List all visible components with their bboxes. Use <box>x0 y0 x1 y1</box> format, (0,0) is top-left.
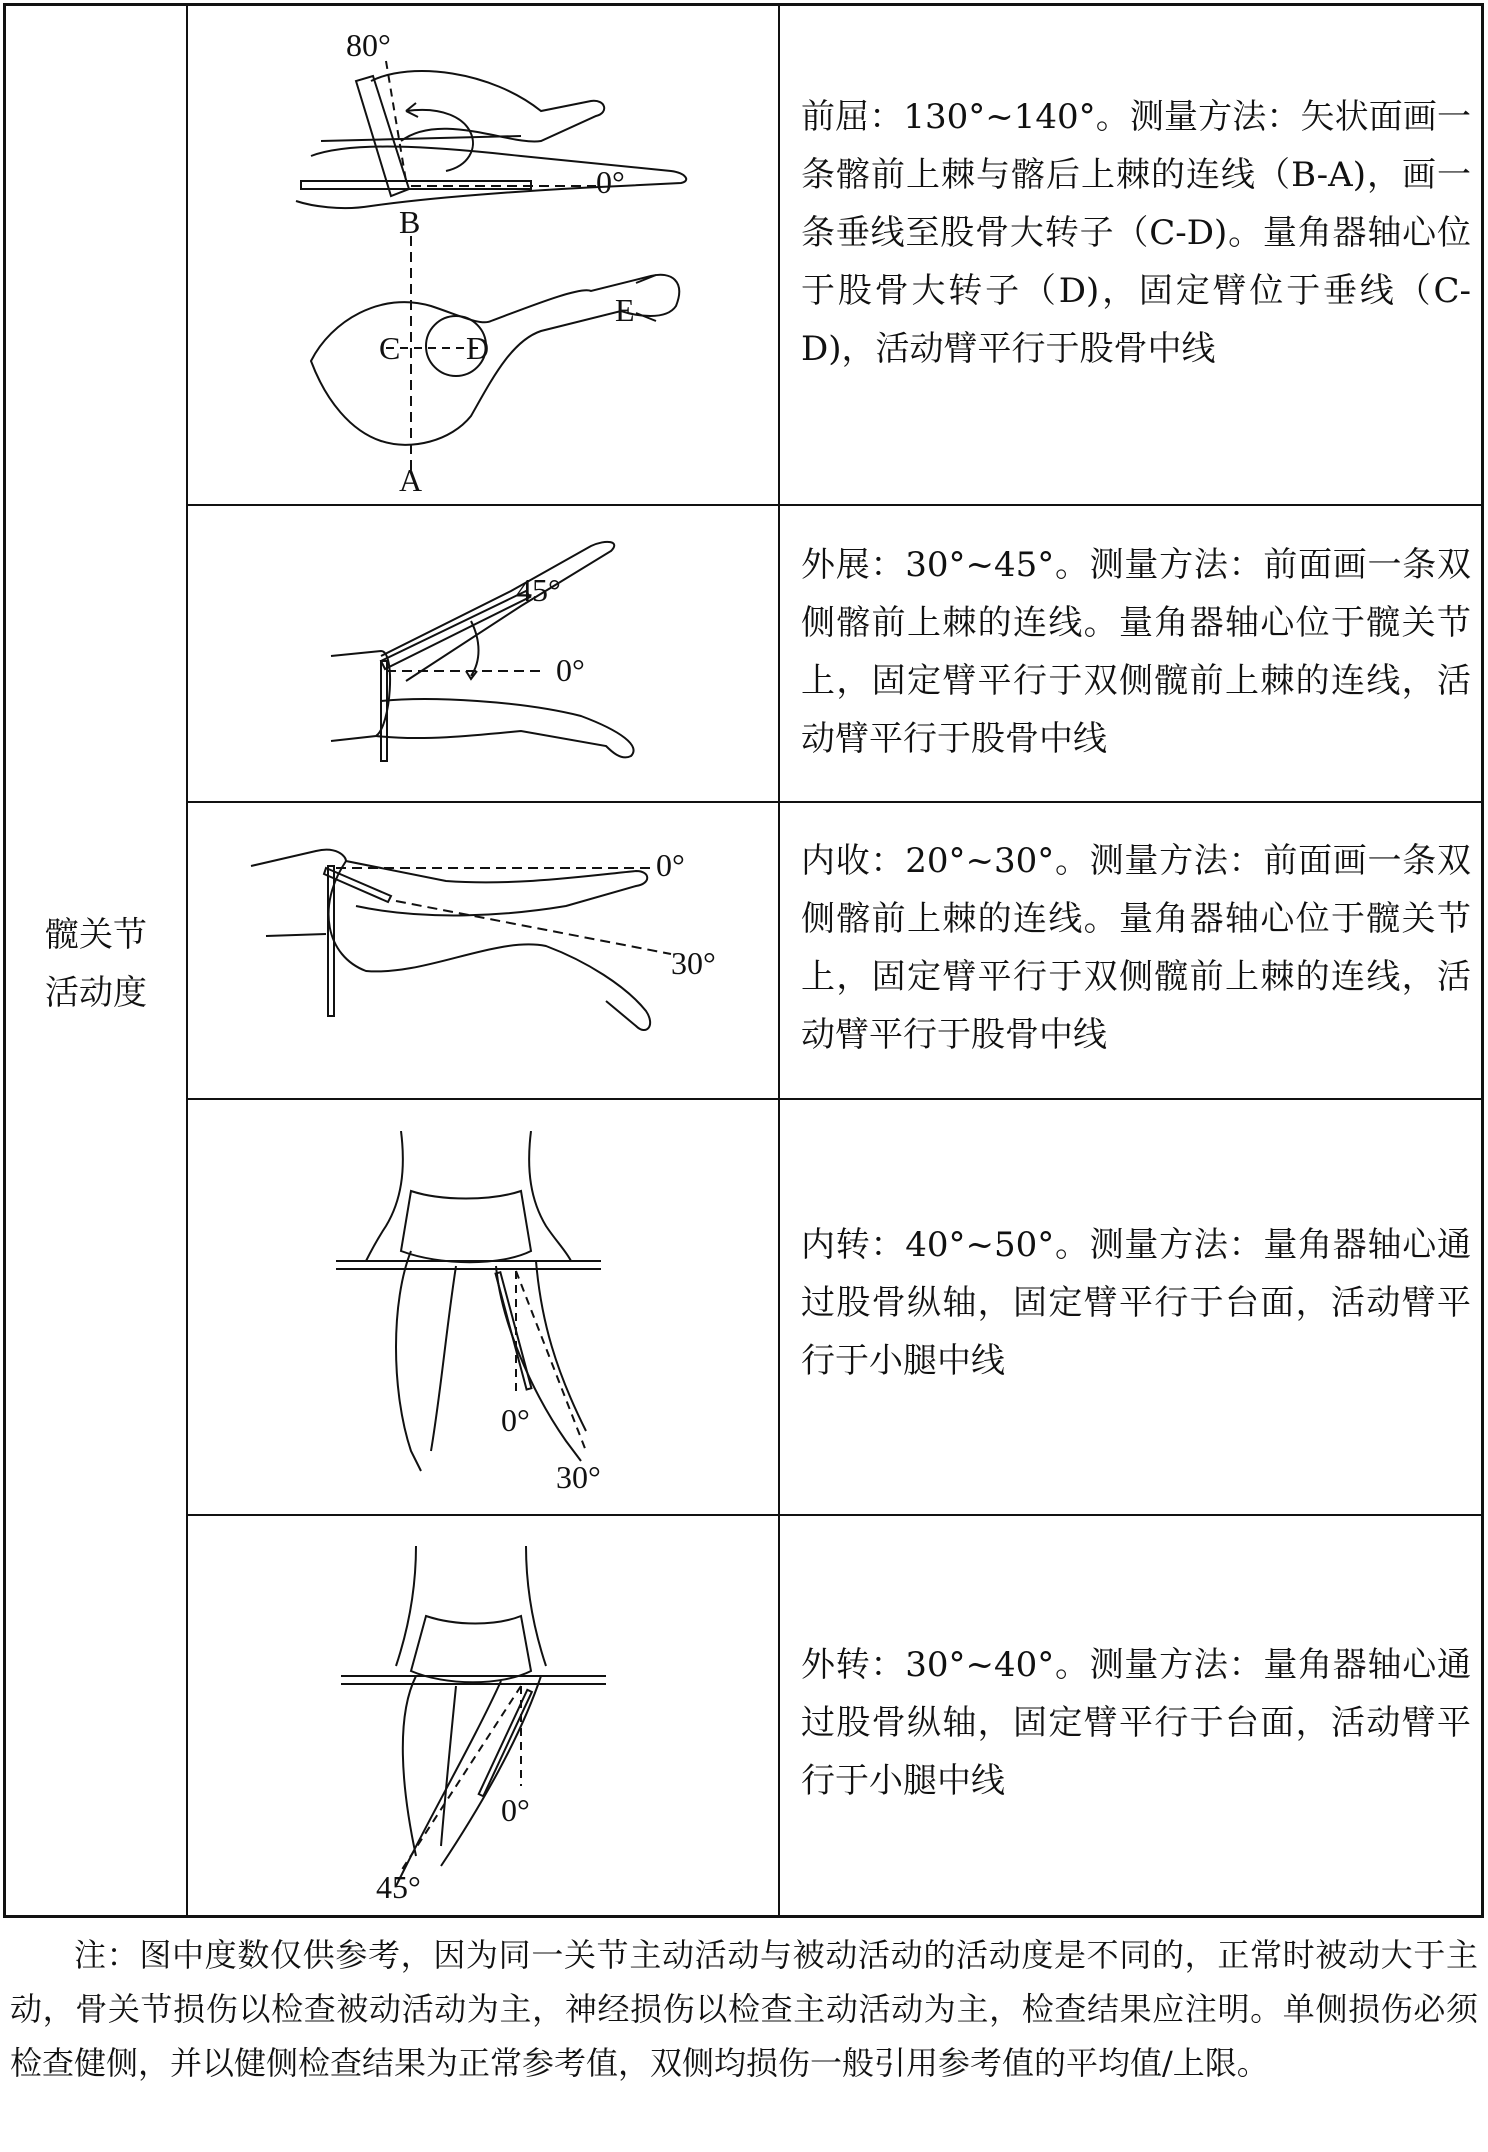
adduction-30-label: 30° <box>671 945 716 981</box>
label-C: C <box>379 330 401 366</box>
label-A: A <box>399 462 423 491</box>
row-divider-4 <box>186 1514 1481 1516</box>
joint-label: 髋关节 活动度 <box>45 915 147 1013</box>
flexion-0-label: 0° <box>596 164 625 200</box>
internal-rotation-description: 内转：40°~50°。测量方法：量角器轴心通过股骨纵轴，固定臂平行于台面，活动臂平行于小腿中线 <box>801 1225 1471 1381</box>
internal-rotation-0-label: 0° <box>501 1402 530 1438</box>
rom-table <box>3 3 1484 1918</box>
adduction-0-label: 0° <box>656 847 685 883</box>
internal-rotation-figure <box>331 1131 631 1491</box>
abduction-description: 外展：30°~45°。测量方法：前面画一条双侧髂前上棘的连线。量角器轴心位于髋关节上，固定臂平行于双侧髋前上棘的连线，活动臂平行于股骨中线 <box>801 545 1471 759</box>
label-B: B <box>399 204 421 240</box>
internal-rotation-30-label: 30° <box>556 1459 601 1491</box>
external-rotation-description: 外转：30°~40°。测量方法：量角器轴心通过股骨纵轴，固定臂平行于台面，活动臂平行于小腿中线 <box>801 1645 1471 1801</box>
adduction-figure <box>246 826 746 1046</box>
external-rotation-figure <box>336 1536 636 1906</box>
footnote: 注：图中度数仅供参考，因为同一关节主动活动与被动活动的活动度是不同的，正常时被动大于主动，骨关节损伤以检查被动活动为主，神经损伤以检查主动活动为主，检查结果应注明。单侧损伤必须检查健侧，并以健侧检查结果为正常参考值，双侧均损伤一般引用参考值的平均值/上限。 <box>10 1936 1478 2082</box>
adduction-description: 内收：20°~30°。测量方法：前面画一条双侧髂前上棘的连线。量角器轴心位于髋关节上，固定臂平行于双侧髋前上棘的连线，活动臂平行于股骨中线 <box>801 841 1471 1055</box>
row-divider-1 <box>186 504 1481 506</box>
column-divider-1 <box>186 6 188 1915</box>
row-divider-2 <box>186 801 1481 803</box>
external-rotation-0-label: 0° <box>501 1792 530 1828</box>
flexion-figure <box>291 21 711 491</box>
abduction-0-label: 0° <box>556 652 585 688</box>
label-E: E <box>615 292 635 328</box>
label-D: D <box>466 330 490 366</box>
external-rotation-45-label: 45° <box>376 1869 421 1905</box>
column-divider-2 <box>778 6 780 1915</box>
flexion-80-label: 80° <box>346 27 391 63</box>
abduction-45-label: 45° <box>516 572 561 608</box>
abduction-figure <box>321 531 661 781</box>
flexion-description: 前屈：130°~140°。测量方法：矢状面画一条髂前上棘与髂后上棘的连线（B-A)，画一条垂线至股骨大转子（C-D)。量角器轴心位于股骨大转子（D)，固定臂位于垂线（C-D)，活动臂平行于股骨中线 <box>801 97 1471 369</box>
row-divider-3 <box>186 1098 1481 1100</box>
